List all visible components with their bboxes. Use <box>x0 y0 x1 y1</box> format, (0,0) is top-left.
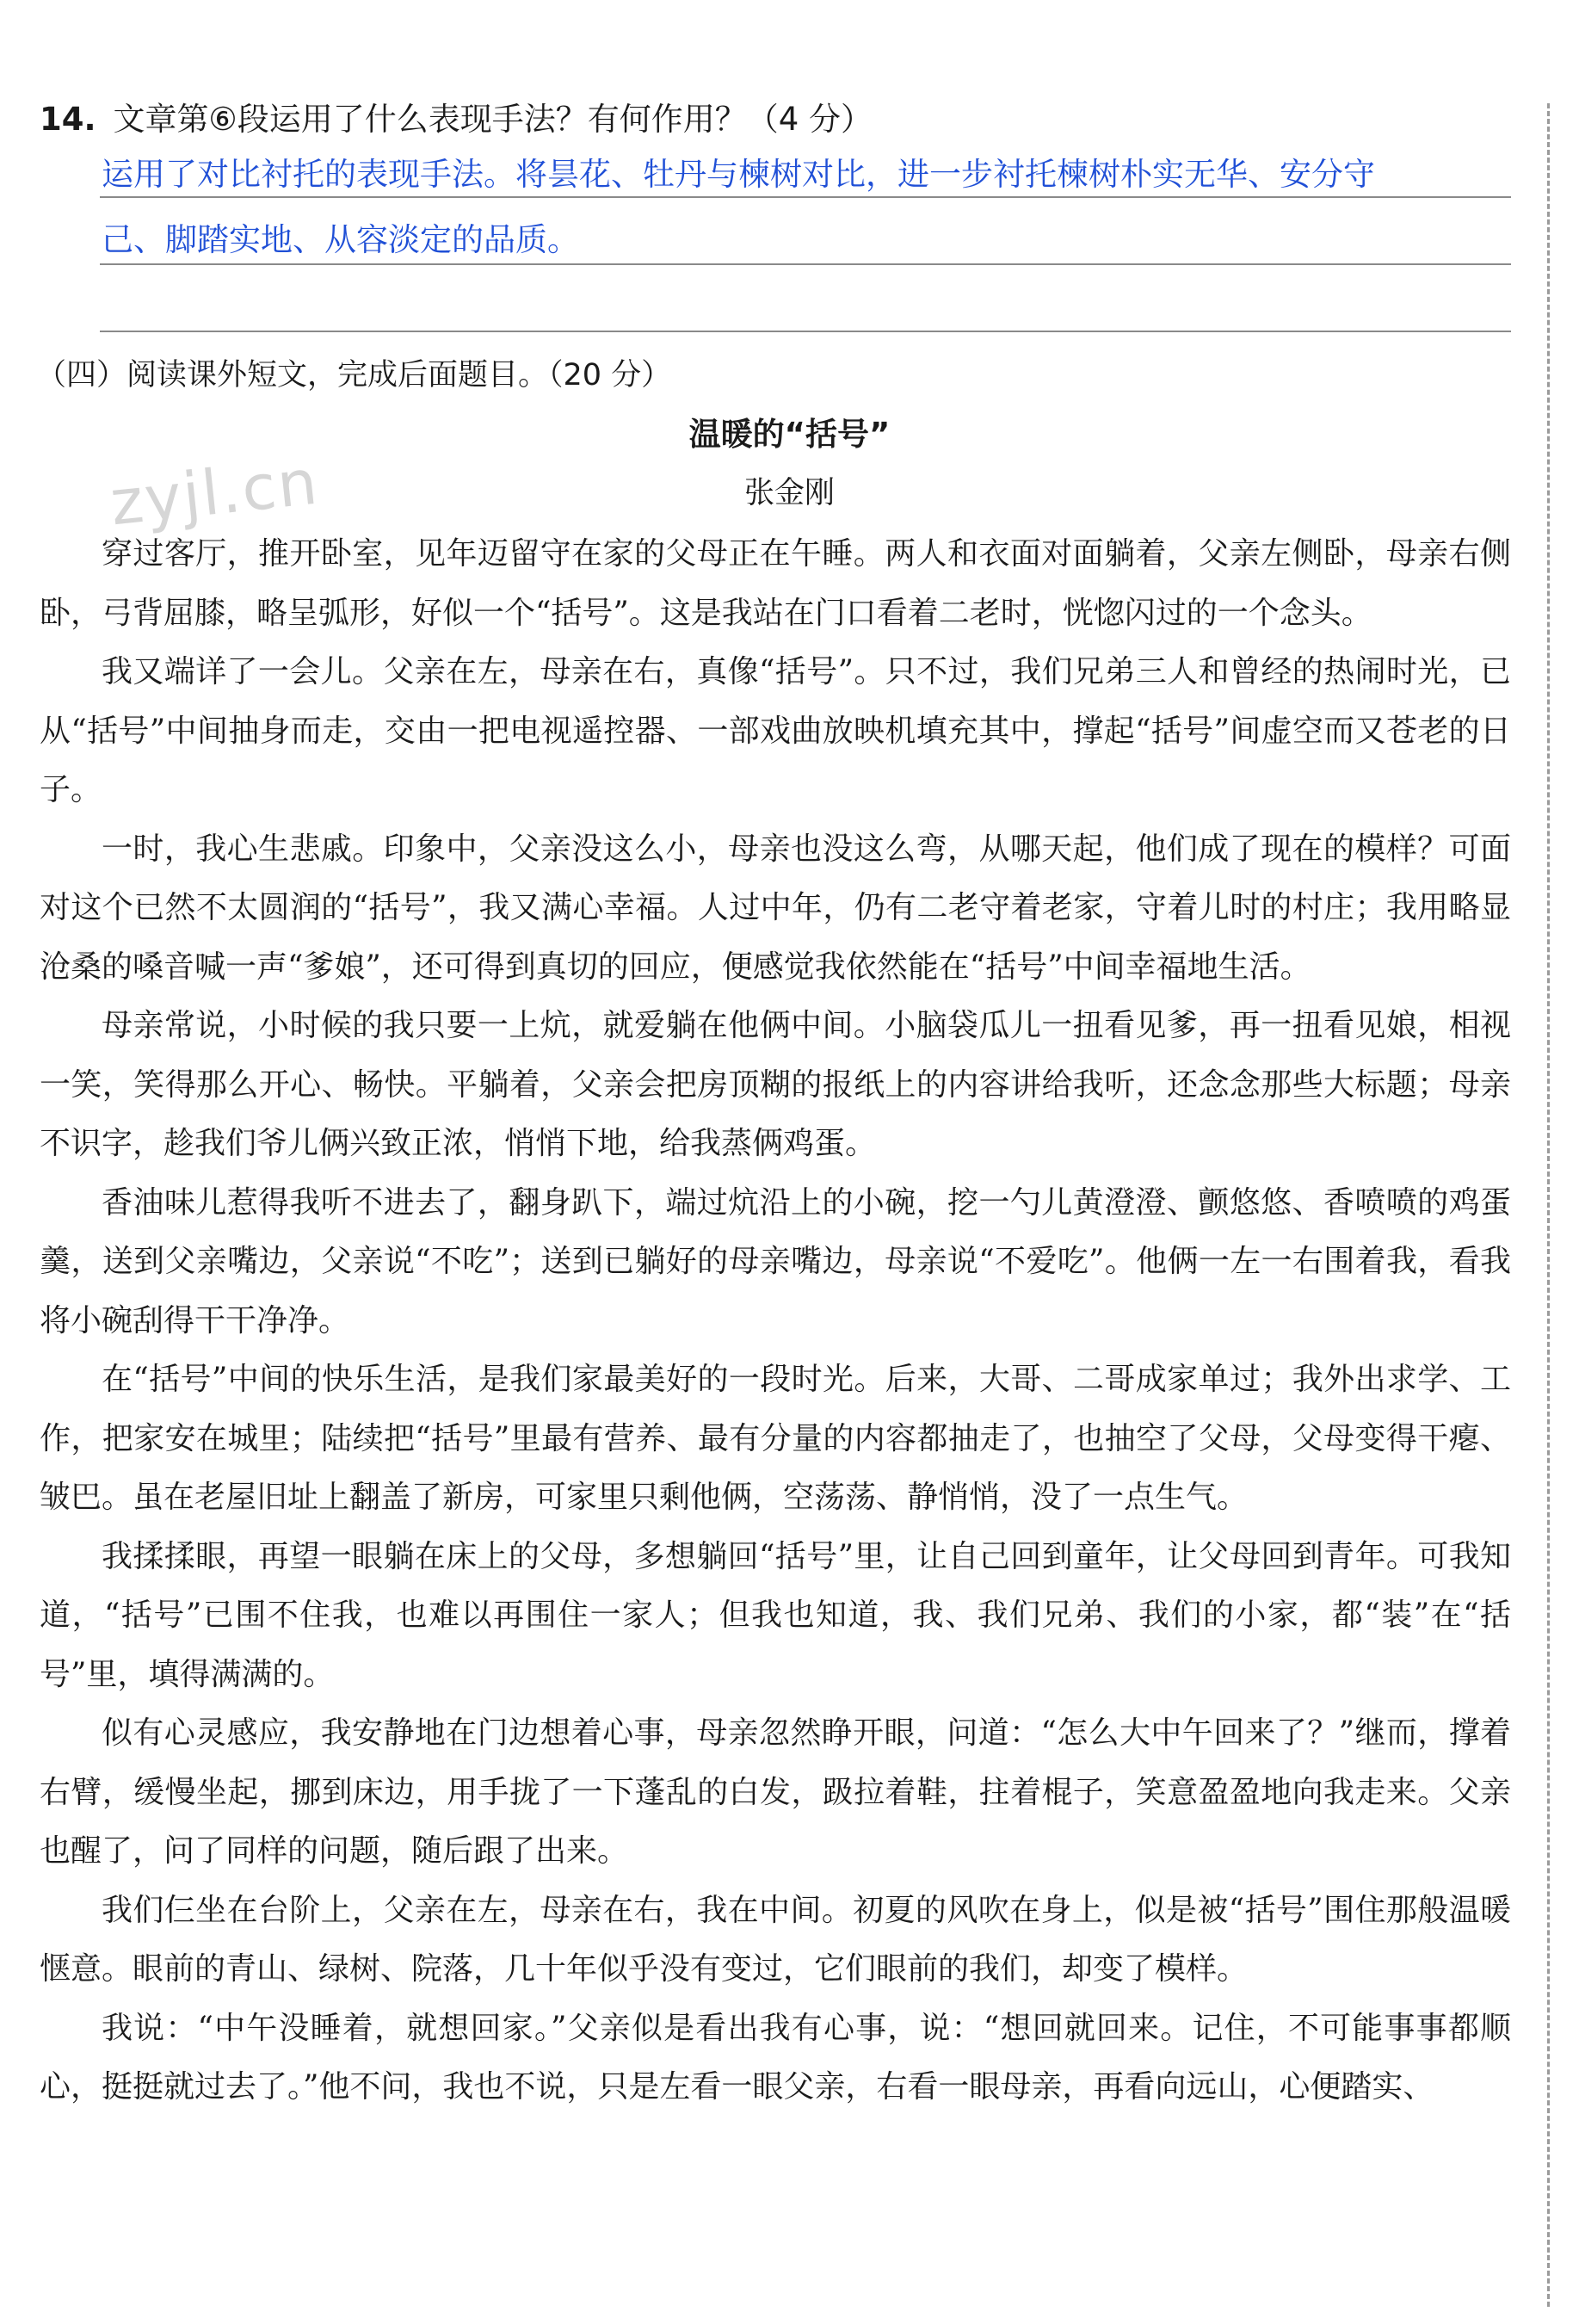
paragraph: 在“括号”中间的快乐生活，是我们家最美好的一段时光。后来，大哥、二哥成家单过；我外出求学、工作，把家安在城里；陆续把“括号”里最有营养、最有分量的内容都抽走了，也抽空了父母，父母变得干瘪、皱巴。虽在老屋旧址上翻盖了新房，可家里只剩他俩，空荡荡、静悄悄，没了一点生气。 <box>40 1362 1511 1515</box>
question-text: 文章第⑥段运用了什么表现手法？有何作用？（4 分） <box>113 101 873 138</box>
answer-line-1 <box>100 196 1511 198</box>
question-14 <box>40 95 1502 145</box>
paragraph: 穿过客厅，推开卧室，见年迈留守在家的父母正在午睡。两人和衣面对面躺着，父亲左侧卧，母亲右侧卧，弓背屈膝，略呈弧形，好似一个“括号”。这是我站在门口看着二老时，恍惚闪过的一个念头。 <box>40 536 1511 631</box>
article-author: 张金刚 <box>743 476 835 510</box>
answer-text-line-2: 己、脚踏实地、从容淡定的品质。 <box>102 221 579 258</box>
watermark: zyjl.cn <box>107 445 323 540</box>
article-title: 温暖的“括号” <box>688 416 891 453</box>
paragraph: 我说：“中午没睡着，就想回家。”父亲似是看出我有心事，说：“想回就回来。记住，不可能事事都顺心，挺挺就过去了。”他不问，我也不说，只是左看一眼父亲，右看一眼母亲，再看向远山，心便踏实、 <box>40 2010 1511 2105</box>
paragraph: 我揉揉眼，再望一眼躺在床上的父母，多想躺回“括号”里，让自己回到童年，让父母回到青年。可我知道，“括号”已围不住我，也难以再围住一家人；但我也知道，我、我们兄弟、我们的小家，都“装”在“括号”里，填得满满的。 <box>40 1538 1511 1692</box>
question-number: 14. <box>40 101 96 138</box>
paragraph: 母亲常说，小时候的我只要一上炕，就爱躺在他俩中间。小脑袋瓜儿一扭看见爹，再一扭看见娘，相视一笑，笑得那么开心、畅快。平躺着，父亲会把房顶糊的报纸上的内容讲给我听，还念念那些大标题；母亲不识字，趁我们爷儿俩兴致正浓，悄悄下地，给我蒸俩鸡蛋。 <box>40 1008 1511 1161</box>
paragraph: 香油味儿惹得我听不进去了，翻身趴下，端过炕沿上的小碗，挖一勺儿黄澄澄、颤悠悠、香喷喷的鸡蛋羹，送到父亲嘴边，父亲说“不吃”；送到已躺好的母亲嘴边，母亲说“不爱吃”。他俩一左一右围着我，看我将小碗刮得干干净净。 <box>40 1184 1511 1338</box>
answer-text-line-1: 运用了对比衬托的表现手法。将昙花、牡丹与楝树对比，进一步衬托楝树朴实无华、安分守 <box>102 156 1375 193</box>
section-heading: （四）阅读课外短文，完成后面题目。（20 分） <box>36 358 672 392</box>
paragraph: 一时，我心生悲戚。印象中，父亲没这么小，母亲也没这么弯，从哪天起，他们成了现在的模样？可面对这个已然不太圆润的“括号”，我又满心幸福。人过中年，仍有二老守着老家，守着儿时的村庄；我用略显沧桑的嗓音喊一声“爹娘”，还可得到真切的回应，便感觉我依然能在“括号”中间幸福地生活。 <box>40 831 1511 985</box>
article-body <box>40 525 1511 2117</box>
answer-line-2 <box>100 263 1511 265</box>
answer-line-3 <box>100 331 1511 332</box>
paragraph: 我们仨坐在台阶上，父亲在左，母亲在右，我在中间。初夏的风吹在身上，似是被“括号”围住那般温暖惬意。眼前的青山、绿树、院落，几十年似乎没有变过，它们眼前的我们，却变了模样。 <box>40 1892 1511 1987</box>
paragraph: 似有心灵感应，我安静地在门边想着心事，母亲忽然睁开眼，问道：“怎么大中午回来了？”继而，撑着右臂，缓慢坐起，挪到床边，用手拢了一下蓬乱的白发，趿拉着鞋，拄着棍子，笑意盈盈地向我走来。父亲也醒了，问了同样的问题，随后跟了出来。 <box>40 1715 1511 1869</box>
paragraph: 我又端详了一会儿。父亲在左，母亲在右，真像“括号”。只不过，我们兄弟三人和曾经的热闹时光，已从“括号”中间抽身而走，交由一把电视遥控器、一部戏曲放映机填充其中，撑起“括号”间虚空而又苍老的日子。 <box>40 654 1511 807</box>
